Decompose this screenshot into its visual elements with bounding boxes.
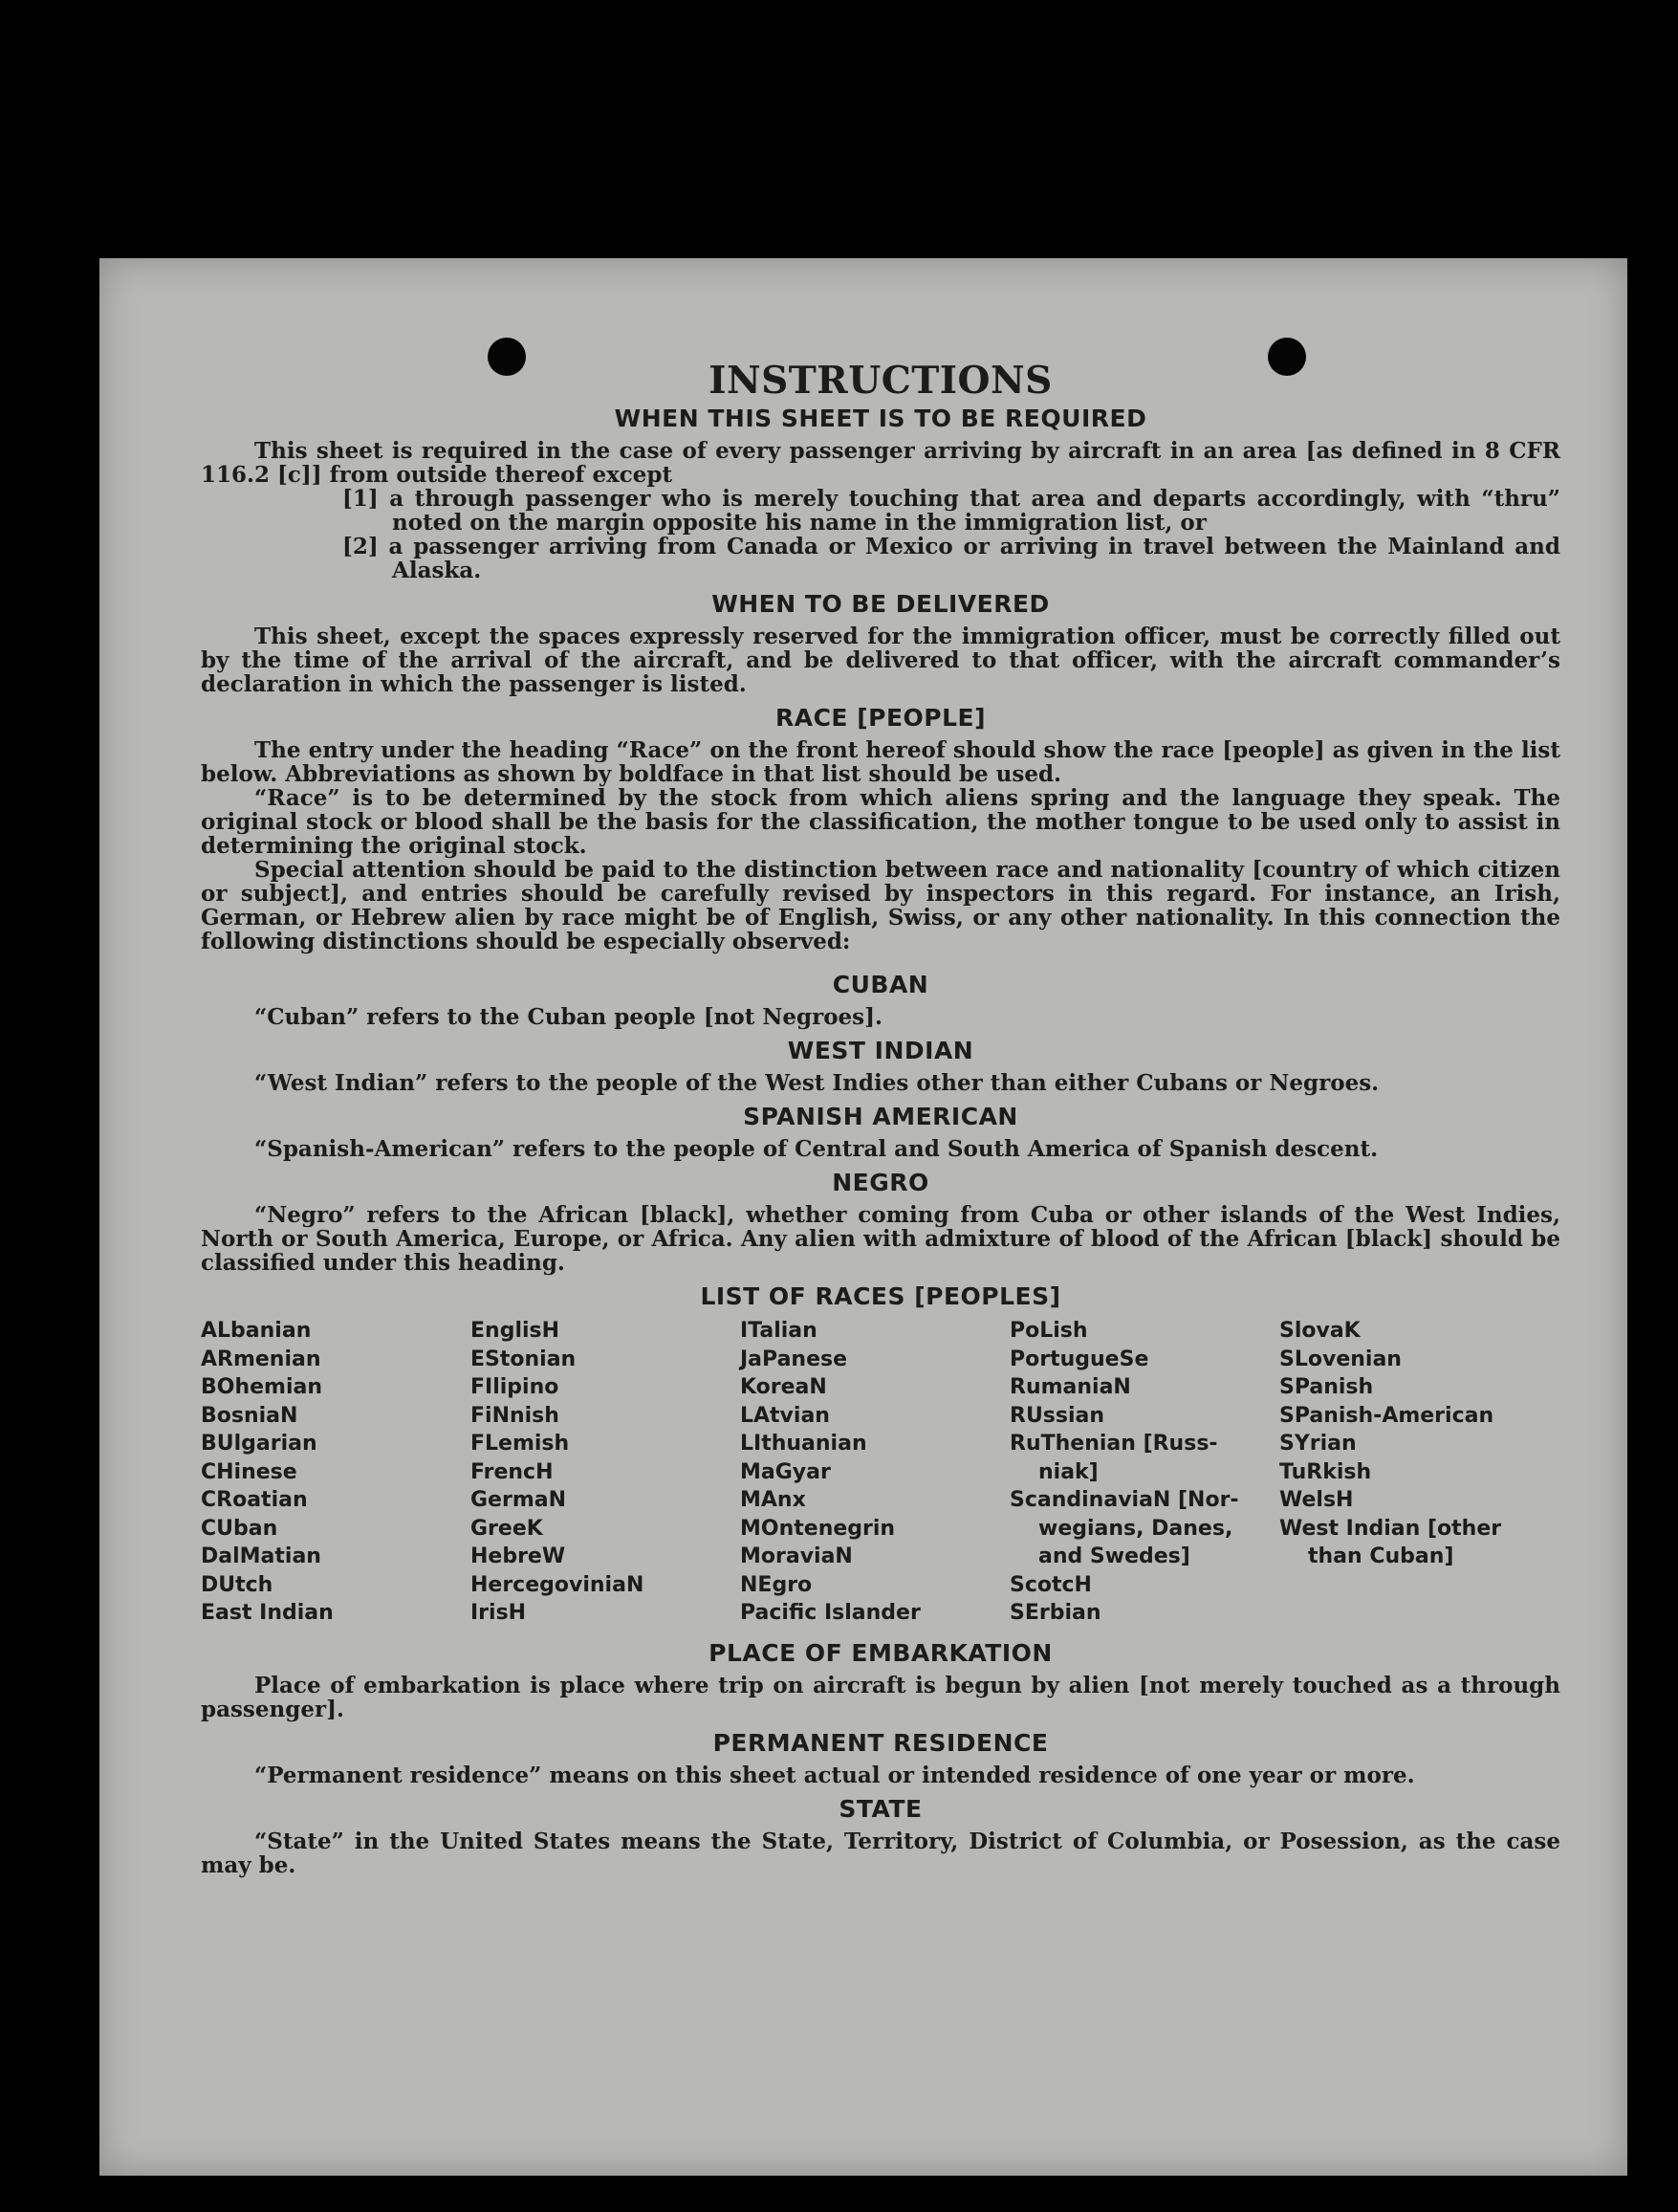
race-list-item: ITalian: [740, 1319, 817, 1343]
heading-negro: NEGRO: [832, 1169, 929, 1196]
race-list-item: MaGyar: [740, 1459, 831, 1484]
race-list-item: CRoatian: [201, 1488, 308, 1512]
heading-list-of-races: LIST OF RACES [PEOPLES]: [700, 1282, 1061, 1310]
race-list-item: MoraviaN: [740, 1544, 853, 1568]
negro-text: “Negro” refers to the African [black], whether coming from Cuba or other islands of the West Indies, North or South America, Europe, or Africa. Any alien with admixture of blood of the African [black] should be classified under this heading.: [201, 1202, 1560, 1276]
cuban-text: “Cuban” refers to the Cuban people [not Negroes].: [254, 1004, 883, 1030]
heading-state: STATE: [839, 1794, 923, 1823]
embarkation-text: Place of embarkation is place where trip on aircraft is begun by alien [not merely touched as a through passenger].: [201, 1672, 1560, 1722]
race-list-item: HebreW: [470, 1544, 566, 1568]
race-list-item: BUlgarian: [201, 1432, 317, 1456]
race-list-item: PoLish: [1010, 1319, 1088, 1343]
delivered-text: This sheet, except the spaces expressly reserved for the immigration officer, must be correctly filled out by the time of the arrival of the aircraft, and be delivered to that officer, with the aircraft commander’s declaration in which the passenger is listed.: [201, 624, 1560, 697]
race-paragraph-1: The entry under the heading “Race” on the front hereof should show the race [people] as given in the list below. Abbreviations as shown by boldface in that list should be used.: [201, 737, 1560, 787]
heading-cuban: CUBAN: [832, 971, 929, 998]
race-list-item: West Indian [other: [1279, 1516, 1502, 1541]
heading-race: RACE [PEOPLE]: [774, 704, 987, 732]
race-list-item: than Cuban]: [1308, 1544, 1454, 1568]
race-list-item: East Indian: [201, 1601, 334, 1625]
race-list-item: RumaniaN: [1010, 1375, 1131, 1399]
race-list-item: ARmenian: [201, 1347, 321, 1371]
required-item-1: [1] a through passenger who is merely touching that area and departs accordingly, with “thru” noted on the margin opposite his name in the immigration list, or: [342, 486, 1560, 536]
race-list-item: GermaN: [470, 1488, 567, 1512]
west-indian-text: “West Indian” refers to the people of the West Indies other than either Cubans or Negroes.: [254, 1070, 1380, 1096]
heading-required: WHEN THIS SHEET IS TO BE REQUIRED: [614, 405, 1147, 432]
race-list-item: EStonian: [470, 1347, 577, 1371]
race-list-item: wegians, Danes,: [1038, 1516, 1233, 1541]
heading-west-indian: WEST INDIAN: [787, 1037, 974, 1064]
race-list-item: GreeK: [470, 1516, 543, 1541]
heading-spanish-american: SPANISH AMERICAN: [743, 1103, 1018, 1130]
race-list-item: MAnx: [740, 1488, 806, 1512]
race-list-item: and Swedes]: [1038, 1544, 1190, 1568]
race-list-item: Pacific Islander: [740, 1601, 921, 1625]
race-list-item: HercegoviniaN: [470, 1572, 644, 1597]
race-list-item: FiNnish: [470, 1403, 559, 1428]
race-list-item: RuThenian [Russ-: [1010, 1432, 1218, 1456]
spanish-american-text: “Spanish-American” refers to the people of Central and South America of Spanish descent.: [254, 1136, 1379, 1162]
race-list-item: RUssian: [1010, 1403, 1105, 1428]
heading-embarkation: PLACE OF EMBARKATION: [708, 1638, 1053, 1667]
race-list-item: JaPanese: [740, 1347, 848, 1371]
race-list-item: PortugueSe: [1010, 1347, 1149, 1371]
race-list-item: WelsH: [1279, 1488, 1354, 1512]
heading-delivered: WHEN TO BE DELIVERED: [711, 590, 1050, 618]
race-list-item: FLemish: [470, 1432, 570, 1456]
race-list-item: LAtvian: [740, 1403, 830, 1428]
race-list-item: TuRkish: [1279, 1459, 1372, 1484]
race-list-item: DUtch: [201, 1572, 273, 1597]
heading-permanent-residence: PERMANENT RESIDENCE: [712, 1728, 1049, 1757]
races-table: [201, 1317, 1560, 1628]
required-intro: This sheet is required in the case of every passenger arriving by aircraft in an area [as defined in 8 CFR 116.2 [c]] from outside thereof except: [201, 438, 1560, 488]
race-list-item: DalMatian: [201, 1544, 321, 1568]
race-list-item: FIlipino: [470, 1375, 559, 1399]
race-list-item: ScandinaviaN [Nor-: [1010, 1488, 1239, 1512]
race-list-item: BOhemian: [201, 1375, 323, 1399]
race-list-item: BosniaN: [201, 1403, 298, 1428]
race-list-item: CUban: [201, 1516, 278, 1541]
instructions-content: [201, 359, 1560, 1877]
race-list-item: IrisH: [470, 1601, 527, 1625]
page-title: INSTRUCTIONS: [708, 359, 1053, 403]
race-list-item: [1279, 1599, 1549, 1628]
race-list-item: FrencH: [470, 1459, 554, 1484]
race-list-item: niak]: [1038, 1459, 1099, 1484]
permanent-residence-text: “Permanent residence” means on this sheet actual or intended residence of one year or more.: [254, 1762, 1415, 1788]
race-list-item: LIthuanian: [740, 1432, 867, 1456]
race-list-item: CHinese: [201, 1459, 297, 1484]
race-list-item: SPanish: [1279, 1375, 1374, 1399]
race-paragraph-3: Special attention should be paid to the distinction between race and nationality [country of which citizen or subject], and entries should be carefully revised by inspectors in this regard. For instance, an Irish, German, or Hebrew alien by race might be of English, Swiss, or any other nationality. In this connection the following distinctions should be especially observed:: [201, 857, 1560, 954]
race-list-item: EnglisH: [470, 1319, 560, 1343]
race-list-item: SPanish-American: [1279, 1403, 1494, 1428]
race-list-item: SlovaK: [1279, 1319, 1361, 1343]
state-text: “State” in the United States means the State, Territory, District of Columbia, or Posession, as the case may be.: [201, 1828, 1560, 1878]
race-list-item: SYrian: [1279, 1432, 1357, 1456]
race-paragraph-2: “Race” is to be determined by the stock from which aliens spring and the language they speak. The original stock or blood shall be the basis for the classification, the mother tongue to be used only to assist in determining the original stock.: [201, 785, 1560, 859]
race-list-item: SErbian: [1010, 1601, 1101, 1625]
document-page: [99, 258, 1627, 2176]
race-list-item: MOntenegrin: [740, 1516, 896, 1541]
race-list-item: SLovenian: [1279, 1347, 1402, 1371]
required-item-2: [2] a passenger arriving from Canada or Mexico or arriving in travel between the Mainland and Alaska.: [342, 534, 1560, 583]
race-list-item: KoreaN: [740, 1375, 827, 1399]
race-list-item: [1279, 1571, 1549, 1600]
race-list-item: NEgro: [740, 1572, 813, 1597]
race-list-item: ALbanian: [201, 1319, 312, 1343]
race-list-item: ScotcH: [1010, 1572, 1092, 1597]
